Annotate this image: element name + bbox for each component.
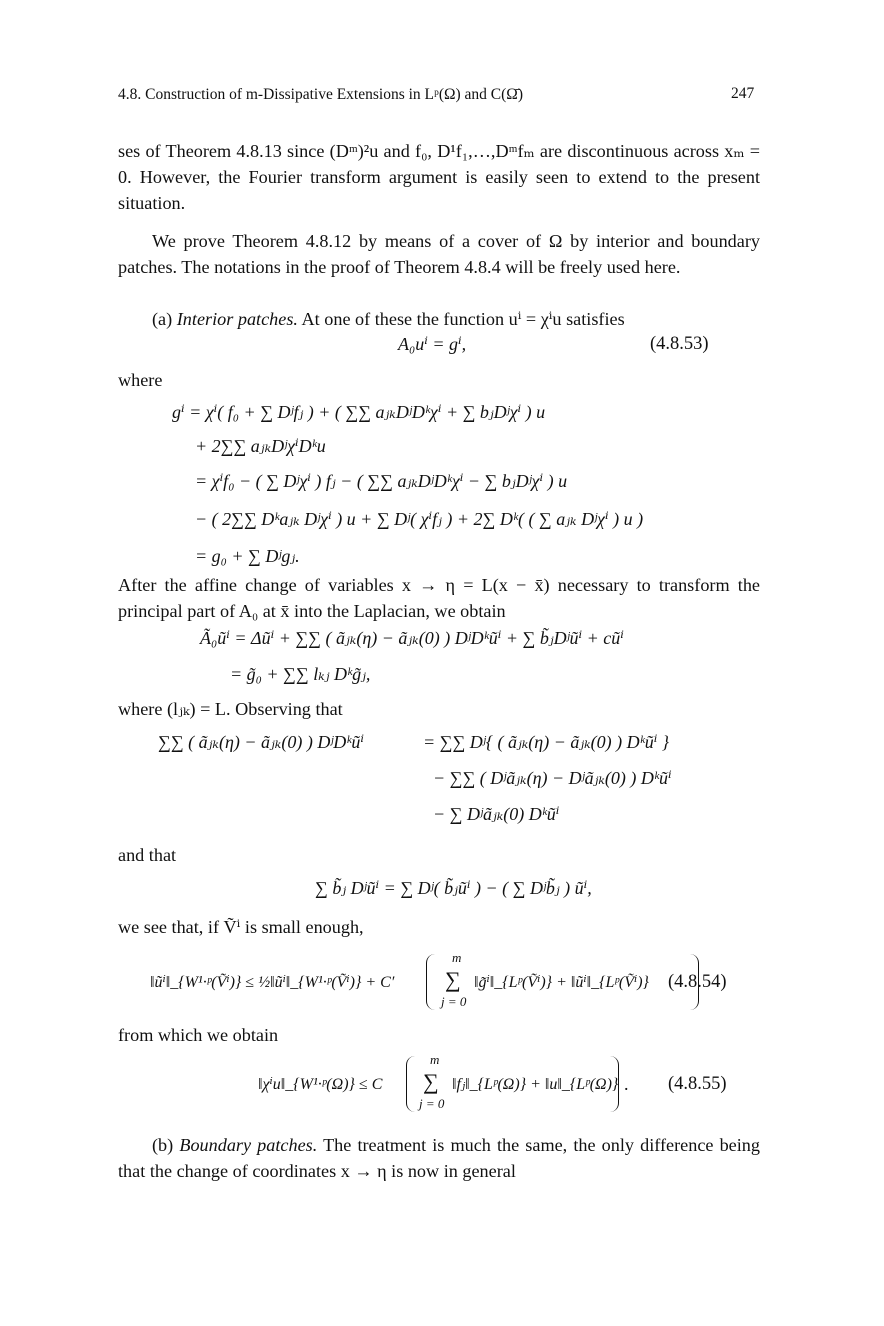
we-see-line: we see that, if Ṽⁱ is small enough,: [118, 917, 364, 937]
eq54-sum-symbol: ∑: [445, 967, 461, 992]
g-derivation-line-1: gⁱ = χⁱ( f₀ + ∑ Dʲfⱼ ) + ( ∑∑ aⱼₖDʲDᵏχⁱ + ∑ bⱼDʲχⁱ ) u: [172, 402, 546, 422]
boundary-patches-text: The treatment is much the same, the only difference being that the change of coordinates x → η is now in general: [118, 1135, 760, 1181]
equation-number-4-8-55: (4.8.55): [668, 1074, 727, 1094]
eq55-sum-top: m: [430, 1052, 440, 1067]
interior-patches-title: Interior patches.: [176, 309, 298, 329]
eq55-left-paren: [406, 1056, 415, 1112]
from-which-line: from which we obtain: [118, 1025, 279, 1045]
eq55-right-side: ‖fⱼ‖_{Lᵖ(Ω)} + ‖u‖_{Lᵖ(Ω)}: [452, 1076, 619, 1093]
eq54-sum-top: m: [452, 950, 462, 965]
interior-patches-text: At one of these the function uⁱ = χⁱu satisfies: [301, 309, 625, 329]
eq54-left-side: ‖ũⁱ‖_{W¹·ᵖ(Ṽⁱ)} ≤ ½‖ũⁱ‖_{W¹·ᵖ(Ṽⁱ)} + C′: [150, 974, 395, 991]
equation-number-4-8-53: (4.8.53): [650, 334, 709, 354]
where-label: where: [118, 370, 163, 390]
equation-4-8-53: A₀uⁱ = gⁱ,: [398, 334, 467, 354]
observing-line-1-right: = ∑∑ Dʲ{ ( ãⱼₖ(η) − ãⱼₖ(0) ) Dᵏũⁱ }: [423, 732, 670, 752]
paragraph-boundary-patches: [118, 1132, 760, 1184]
observing-line-1-left: ∑∑ ( ãⱼₖ(η) − ãⱼₖ(0) ) DʲDᵏũⁱ: [158, 732, 364, 752]
equation-number-4-8-54: (4.8.54): [668, 972, 727, 992]
g-derivation-line-3: = χⁱf₀ − ( ∑ Dʲχⁱ ) fⱼ − ( ∑∑ aⱼₖDʲDᵏχⁱ − ∑ bⱼDʲχⁱ ) u: [195, 471, 568, 491]
equation-4-8-55: [258, 1052, 638, 1118]
b-identity: ∑ b̃ⱼ Dʲũⁱ = ∑ Dʲ( b̃ⱼũⁱ ) − ( ∑ Dʲb̃ⱼ ) ũⁱ,: [315, 878, 592, 898]
eq55-right-paren: [610, 1056, 619, 1112]
transformed-equation-line-1: Ã₀ũⁱ = Δũⁱ + ∑∑ ( ãⱼₖ(η) − ãⱼₖ(0) ) DʲDᵏũⁱ + ∑ b̃ⱼDʲũⁱ + cũⁱ: [200, 628, 624, 648]
paragraph-continuation: ses of Theorem 4.8.13 since (Dᵐ)²u and f₀, D¹f₁,…,Dᵐfₘ are discontinuous across xₘ = 0. However, the Fourier transform argument is easily seen to extend to the present situation.: [118, 141, 760, 213]
eq54-right-side: ‖g̃ⁱ‖_{Lᵖ(Ṽⁱ)} + ‖ũⁱ‖_{Lᵖ(Ṽⁱ)}: [474, 974, 649, 991]
eq54-sum-bottom: j = 0: [441, 994, 467, 1009]
observing-line-3: − ∑ Dʲãⱼₖ(0) Dᵏũⁱ: [433, 804, 560, 824]
g-derivation-line-4: − ( 2∑∑ Dᵏaⱼₖ Dʲχⁱ ) u + ∑ Dʲ( χⁱfⱼ ) + 2∑ Dᵏ( ( ∑ aⱼₖ Dʲχⁱ ) u ): [195, 509, 644, 529]
boundary-patches-title: Boundary patches.: [179, 1135, 318, 1155]
eq55-left-side: ‖χⁱu‖_{W¹·ᵖ(Ω)} ≤ C: [258, 1076, 383, 1093]
interior-patches-line: [152, 306, 625, 332]
paragraph-proof-intro: We prove Theorem 4.8.12 by means of a cover of Ω by interior and boundary patches. The notations in the proof of Theorem 4.8.4 will be freely used here.: [118, 231, 760, 277]
g-derivation-line-2: + 2∑∑ aⱼₖDʲχⁱDᵏu: [195, 436, 326, 456]
and-that-label: and that: [118, 845, 177, 865]
item-label-b: (b): [152, 1135, 174, 1155]
page-number: 247: [731, 85, 755, 102]
item-label-a: (a): [152, 309, 173, 329]
observing-line-2: − ∑∑ ( Dʲãⱼₖ(η) − Dʲãⱼₖ(0) ) Dᵏũⁱ: [433, 768, 672, 788]
transformed-equation-line-2: = g̃₀ + ∑∑ lₖⱼ Dᵏg̃ⱼ,: [230, 664, 371, 684]
eq55-sum-bottom: j = 0: [419, 1096, 445, 1111]
g-derivation-line-5: = g₀ + ∑ Dʲgⱼ.: [195, 546, 300, 566]
equation-4-8-54: [150, 950, 730, 1016]
where-ljk-line: where (lⱼₖ) = L. Observing that: [118, 699, 343, 719]
eq55-sum-symbol: ∑: [423, 1069, 439, 1094]
eq55-period: .: [624, 1074, 629, 1094]
eq54-left-paren: [426, 954, 435, 1010]
running-head: 4.8. Construction of m-Dissipative Extensions in Lᵖ(Ω) and C(Ω̄): [118, 86, 523, 103]
paragraph-affine-change: After the affine change of variables x → η = L(x − x̄) necessary to transform the principal part of A₀ at x̄ into the Laplacian, we obtain: [118, 575, 760, 621]
